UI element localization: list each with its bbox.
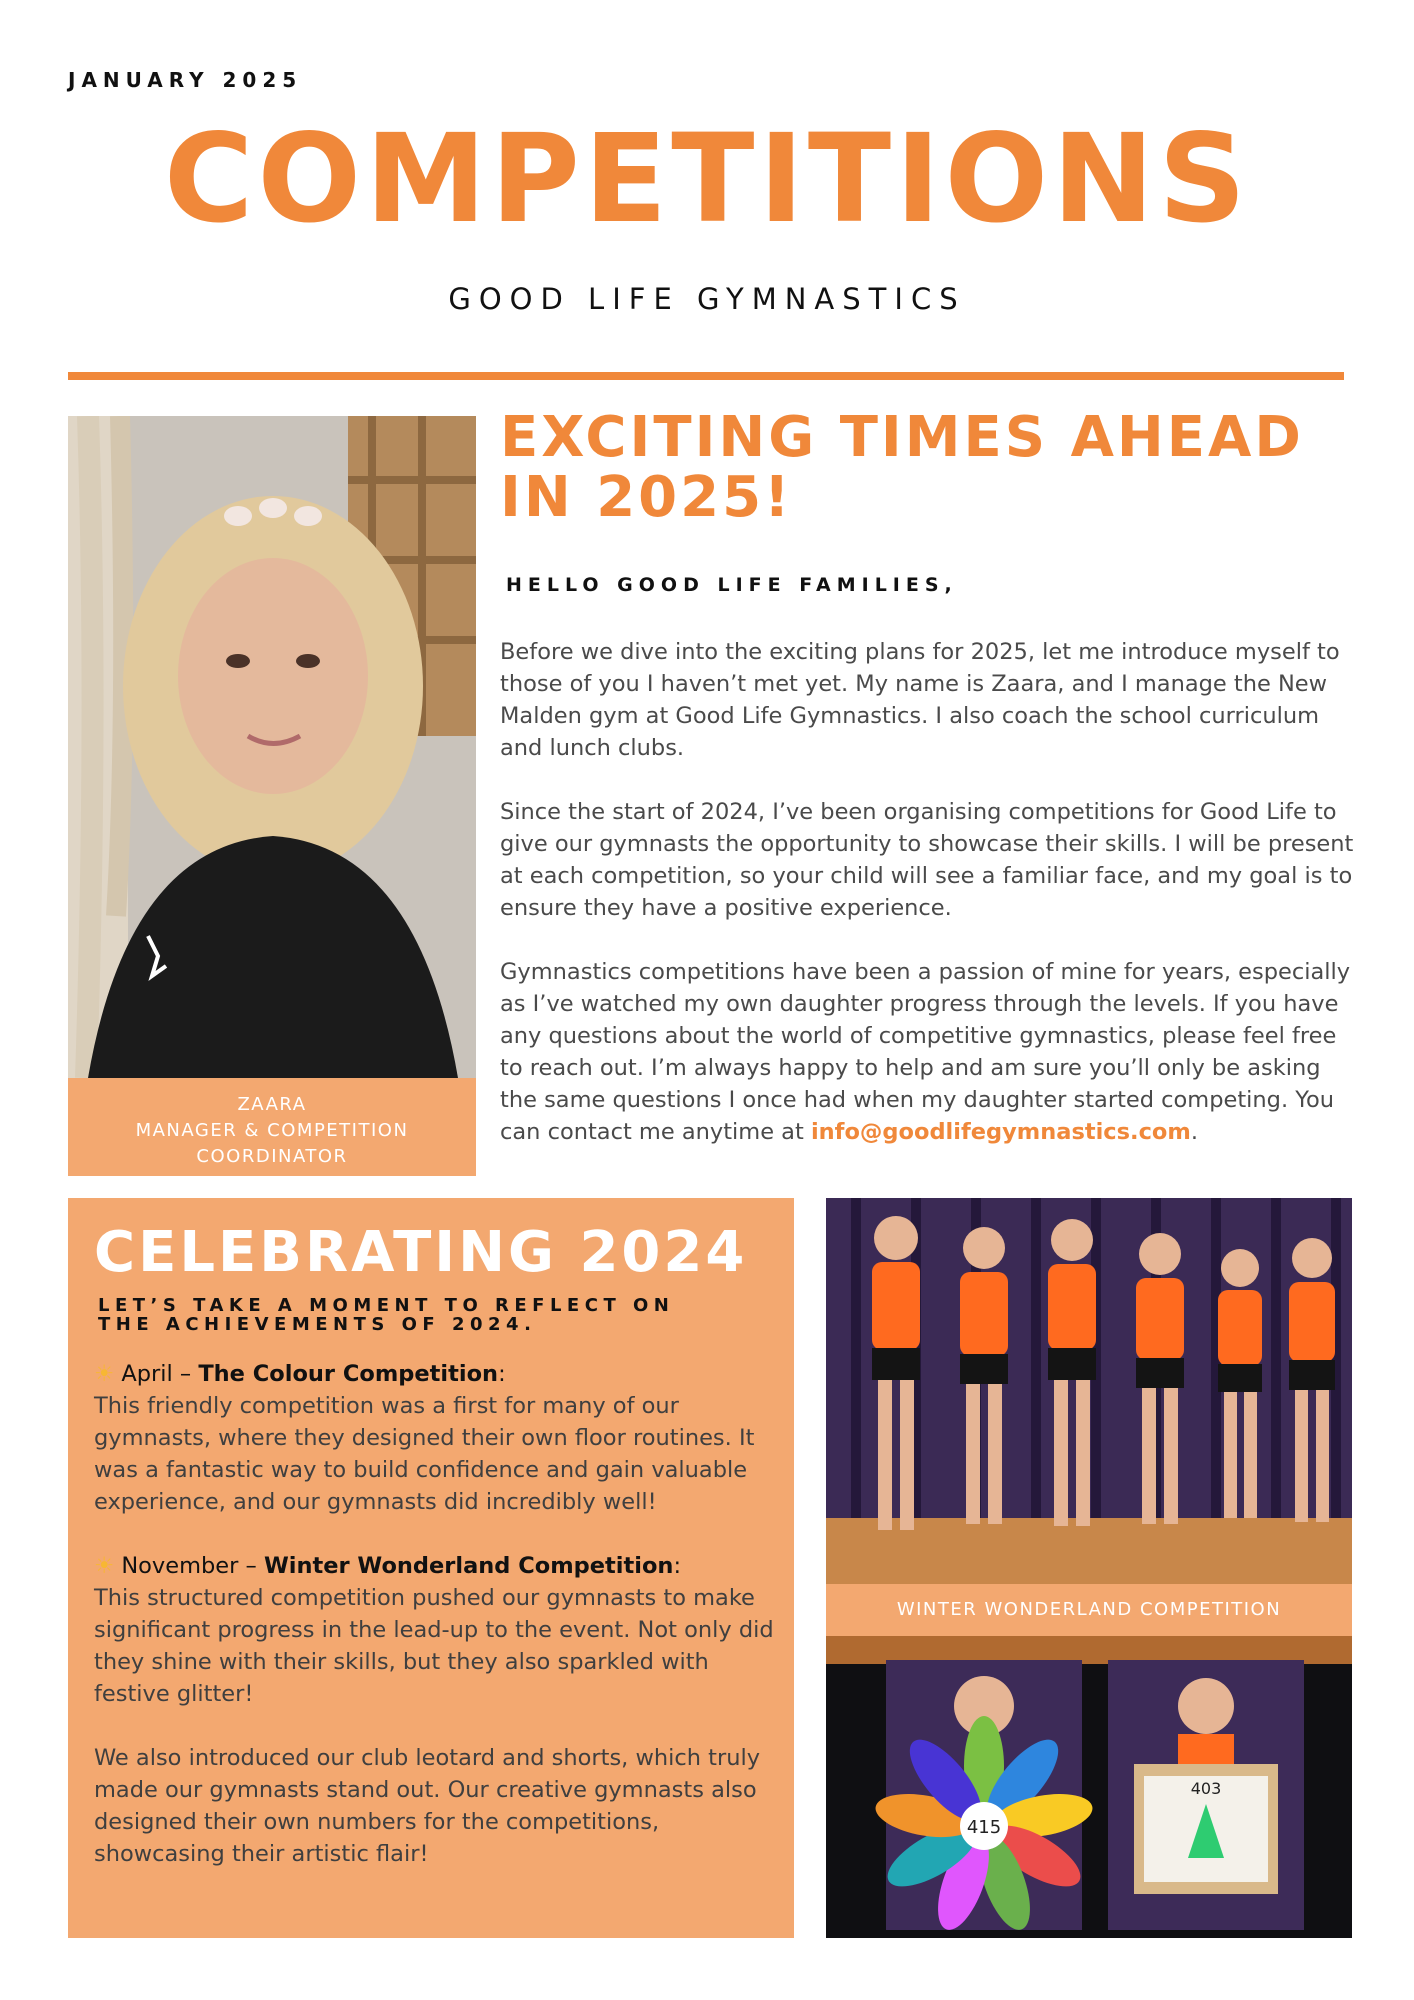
celebrating-2024-panel [68, 1198, 794, 1938]
sun-icon: ☀ [94, 1361, 115, 1387]
intro-paragraph-3 [500, 956, 1360, 1148]
leotard-paragraph: We also introduced our club leotard and shorts, which truly made our gymnasts stand out. Our creative gymnasts also designed their own numbers for the competitions, showcasing their artistic flair! [94, 1745, 761, 1867]
caption-role-line2: COORDINATOR [196, 1146, 348, 1167]
intro-paragraph-1: Before we dive into the exciting plans for 2025, let me introduce myself to those of you I haven’t met yet. My name is Zaara, and I manage the New Malden gym at Good Life Gymnastics. I also coach the school curriculum and lunch clubs. [500, 639, 1340, 761]
greeting: HELLO GOOD LIFE FAMILIES, [506, 574, 958, 596]
intro-heading-line1: EXCITING TIMES AHEAD [500, 405, 1304, 470]
november-item [94, 1550, 784, 1710]
intro-heading-line2: IN 2025! [500, 465, 793, 530]
intro-heading [500, 405, 1360, 530]
header-divider [68, 372, 1344, 380]
issue-date: JANUARY 2025 [68, 68, 303, 92]
intro-body [500, 636, 1360, 1180]
reflect-subheading: LET’S TAKE A MOMENT TO REFLECT ON THE ACHIEVEMENTS OF 2024. [98, 1295, 675, 1335]
sun-icon: ☀ [94, 1553, 115, 1579]
number-403-label: 403 [1190, 1779, 1222, 1798]
intro-paragraph-2: Since the start of 2024, I’ve been organising competitions for Good Life to give our gymnasts the opportunity to showcase their skills. I will be present at each competition, so your child will see a familiar face, and my goal is to ensure they have a positive experience. [500, 799, 1354, 921]
november-item-text: This structured competition pushed our gymnasts to make significant progress in the lead-up to the event. Not only did they shine with their skills, but they also sparkled with festive glitter! [94, 1585, 774, 1707]
april-item-suffix: : [498, 1361, 506, 1387]
november-item-prefix: November – [121, 1553, 264, 1579]
november-competition-name: Winter Wonderland Competition [263, 1553, 674, 1579]
april-item [94, 1358, 784, 1518]
contact-email-link[interactable]: info@goodlifegymnastics.com [810, 1119, 1191, 1145]
number-design-photos [826, 1636, 1352, 1938]
caption-name: ZAARA [237, 1094, 307, 1115]
november-item-suffix: : [673, 1553, 682, 1579]
april-competition-name: The Colour Competition [198, 1361, 499, 1387]
celebrating-body [94, 1358, 784, 1902]
team-photo [826, 1198, 1352, 1584]
portrait-caption [68, 1078, 476, 1176]
team-photo-caption: WINTER WONDERLAND COMPETITION [826, 1584, 1352, 1636]
intro-paragraph-3-text: Gymnastics competitions have been a passion of mine for years, especially as I’ve watched my own daughter progress through the levels. If you have any questions about the world of competitive gymnastics, please feel free to reach out. I’m always happy to help and am sure you’ll only be asking the same questions I once had when my daughter started competing. You can contact me anytime at [500, 959, 1351, 1145]
number-415-label: 415 [966, 1817, 1002, 1838]
portrait-photo [68, 416, 476, 1078]
page-title: COMPETITIONS [163, 108, 1251, 250]
april-item-text: This friendly competition was a first for many of our gymnasts, where they designed their own floor routines. It was a fantastic way to build confidence and gain valuable experience, and our gymnasts did incredibly well! [94, 1393, 755, 1515]
celebrating-heading: CELEBRATING 2024 [94, 1220, 748, 1285]
november-item-heading [94, 1553, 681, 1579]
caption-role-line1: MANAGER & COMPETITION [135, 1120, 409, 1141]
april-item-prefix: April – [121, 1361, 199, 1387]
april-item-heading [94, 1361, 506, 1387]
intro-paragraph-3-end: . [1190, 1119, 1198, 1145]
club-name: GOOD LIFE GYMNASTICS [448, 282, 966, 316]
